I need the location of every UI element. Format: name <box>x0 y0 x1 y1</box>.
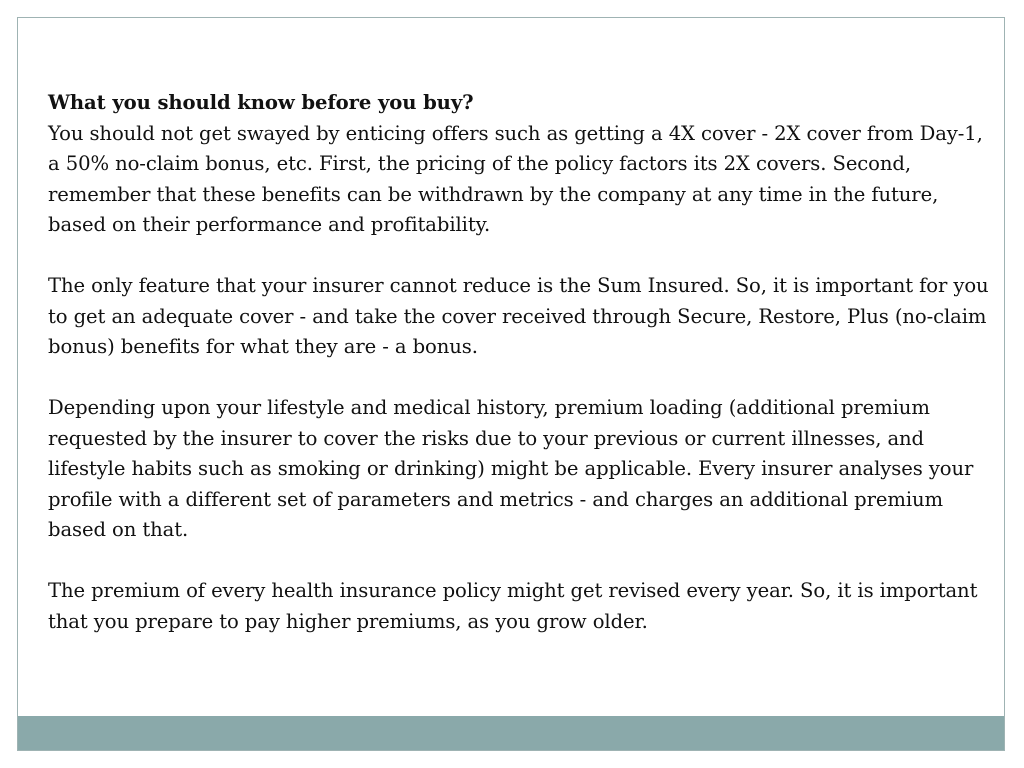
slide <box>17 17 1005 751</box>
paragraph-4: The premium of every health insurance policy might get revised every year. So, it is important that you prepare to pay higher premiums, as you grow older. <box>48 579 978 633</box>
paragraph-2: The only feature that your insurer cannot reduce is the Sum Insured. So, it is important for you to get an adequate cover - and take the cover received through Secure, Restore, Plus (no-claim bonus) benefits for what they are - a bonus. <box>48 274 989 358</box>
paragraph-3: Depending upon your lifestyle and medical history, premium loading (additional premium requested by the insurer to cover the risks due to your previous or current illnesses, and lifestyle habits such as smoking or drinking) might be applicable. Every insurer analyses your profile with a different set of parameters and metrics - and charges an additional premium based on that. <box>48 396 974 541</box>
slide-heading: What you should know before you buy? <box>48 91 474 114</box>
slide-content <box>48 88 998 637</box>
footer-bar <box>18 716 1004 750</box>
paragraph-1: You should not get swayed by enticing offers such as getting a 4X cover - 2X cover from Day-1, a 50% no-claim bonus, etc. First, the pricing of the policy factors its 2X covers. Second, remember that these benefits can be withdrawn by the company at any time in the future, based on their performance and profitability. <box>48 121 983 236</box>
